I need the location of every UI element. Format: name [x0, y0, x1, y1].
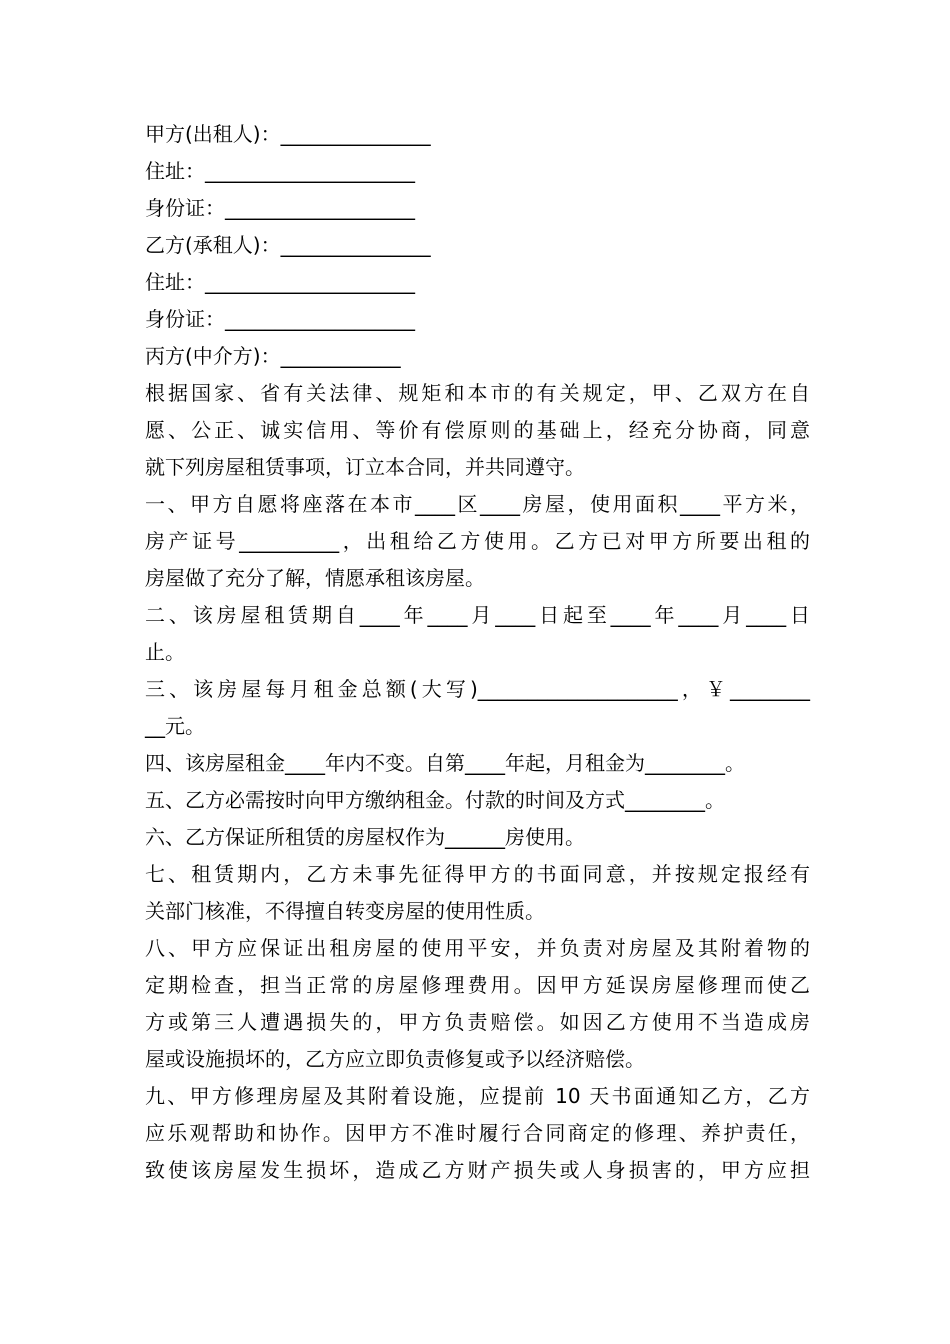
clause-8-line-2: 定期检查，担当正常的房屋修理费用。因甲方延误房屋修理而使乙: [145, 973, 810, 997]
preamble-line-1: 根据国家、省有关法律、规矩和本市的有关规定，甲、乙双方在自: [145, 381, 810, 405]
contract-body: [145, 116, 810, 1189]
clause-2-line-2: 止。: [145, 640, 185, 664]
clause-1-line-3: 房屋做了充分了解，情愿承租该房屋。: [145, 566, 485, 590]
clause-7-line-2: 关部门核准，不得擅自转变房屋的使用性质。: [145, 899, 545, 923]
clause-9-line-3: 致使该房屋发生损坏，造成乙方财产损失或人身损害的，甲方应担: [145, 1158, 810, 1182]
party-b-id-line: 身份证：___________________: [145, 307, 415, 331]
clause-9-line-2: 应乐观帮助和协作。因甲方不准时履行合同商定的修理、养护责任，: [145, 1121, 810, 1145]
party-c-agent-line: 丙方(中介方)：____________: [145, 344, 401, 368]
clause-5-line: 五、乙方必需按时向甲方缴纳租金。付款的时间及方式________。: [145, 788, 725, 812]
preamble-line-2: 愿、公正、诚实信用、等价有偿原则的基础上，经充分协商，同意: [145, 418, 810, 442]
clause-1-line-1: 一、甲方自愿将座落在本市____区____房屋，使用面积____平方米，: [145, 492, 810, 516]
party-a-lessor-line: 甲方(出租人)：_______________: [145, 122, 431, 146]
clause-3-line-1: 三、该房屋每月租金总额(大写)____________________，￥________: [145, 677, 810, 701]
party-a-address-line: 住址：_____________________: [145, 159, 415, 183]
clause-8-line-1: 八、甲方应保证出租房屋的使用平安，并负责对房屋及其附着物的: [145, 936, 810, 960]
party-a-id-line: 身份证：___________________: [145, 196, 415, 220]
clause-7-line-1: 七、租赁期内，乙方未事先征得甲方的书面同意，并按规定报经有: [145, 862, 810, 886]
clause-2-line-1: 二、该房屋租赁期自____年____月____日起至____年____月____日: [145, 603, 810, 627]
clause-9-line-1: 九、甲方修理房屋及其附着设施，应提前 10 天书面通知乙方，乙方: [145, 1084, 810, 1108]
clause-6-line: 六、乙方保证所租赁的房屋权作为______房使用。: [145, 825, 585, 849]
clause-4-line: 四、该房屋租金____年内不变。自第____年起，月租金为________。: [145, 751, 745, 775]
clause-8-line-4: 屋或设施损坏的，乙方应立即负责修复或予以经济赔偿。: [145, 1047, 645, 1071]
clause-8-line-3: 方或第三人遭遇损失的，甲方负责赔偿。如因乙方使用不当造成房: [145, 1010, 810, 1034]
clause-1-line-2: 房产证号__________，出租给乙方使用。乙方已对甲方所要出租的: [145, 529, 810, 553]
preamble-line-3: 就下列房屋租赁事项，订立本合同，并共同遵守。: [145, 455, 585, 479]
clause-3-line-2: __元。: [145, 714, 205, 738]
party-b-lessee-line: 乙方(承租人)：_______________: [145, 233, 431, 257]
party-b-address-line: 住址：_____________________: [145, 270, 415, 294]
